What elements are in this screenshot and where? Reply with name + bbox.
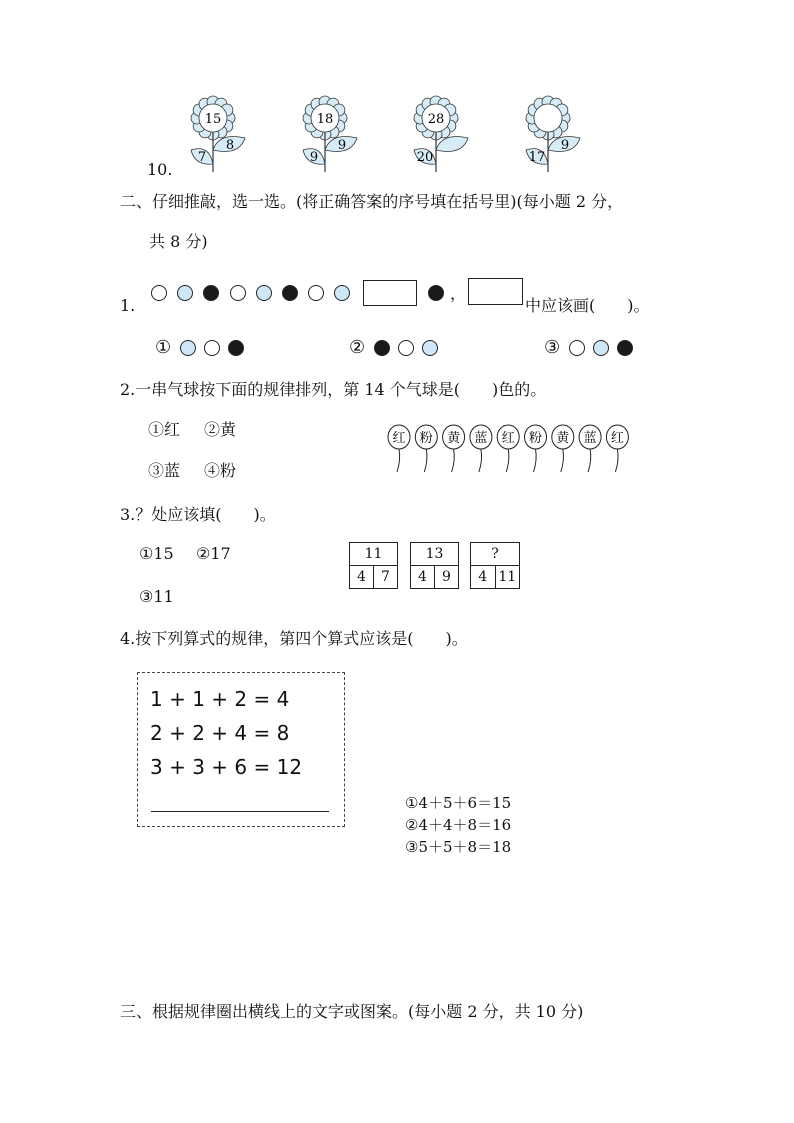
question-1-number: 1. — [120, 296, 136, 315]
black-circle — [203, 285, 219, 301]
black-circle — [617, 340, 633, 356]
white-circle — [151, 285, 167, 301]
right-leaf-number: 9 — [560, 138, 570, 153]
balloon-label: 粉 — [528, 431, 543, 446]
section-2-heading: 二、仔细推敲，选一选。(将正确答案的序号填在括号里)(每小题 2 分， — [120, 192, 624, 211]
question-number-10: 10. — [147, 160, 173, 179]
equation-1: 1 + 1 + 2 = 4 — [150, 687, 290, 711]
box-top-value: ? — [471, 543, 519, 566]
box-top-value: 13 — [411, 543, 458, 566]
box-right-value: 7 — [373, 566, 397, 588]
balloon — [497, 425, 519, 472]
option-1-label[interactable]: ① — [155, 337, 172, 358]
comma: ， — [450, 284, 467, 303]
white-circle — [569, 340, 585, 356]
flower-center-number: 15 — [204, 112, 222, 127]
balloon — [443, 425, 465, 472]
blue-circle — [177, 285, 193, 301]
balloon-label: 蓝 — [474, 431, 488, 446]
balloon-label: 红 — [392, 431, 406, 446]
box-right-value: 9 — [434, 566, 458, 588]
balloon-label: 黄 — [447, 431, 461, 446]
black-circle — [374, 340, 390, 356]
white-circle — [308, 285, 324, 301]
blue-circle — [256, 285, 272, 301]
left-leaf-number: 17 — [528, 150, 546, 165]
balloon-label: 蓝 — [583, 431, 597, 446]
blue-circle — [422, 340, 438, 356]
option-3-label[interactable]: ③ — [544, 337, 561, 358]
left-leaf-number: 7 — [197, 150, 207, 165]
question-1-tail: 中应该画( )。 — [525, 296, 650, 315]
section-3-heading: 三、根据规律圈出横线上的文字或图案。(每小题 2 分，共 10 分) — [120, 1002, 584, 1021]
box-left-value: 4 — [357, 569, 366, 585]
option-2[interactable]: ②4＋4＋8＝16 — [405, 816, 512, 834]
flower — [518, 94, 590, 174]
white-circle — [204, 340, 220, 356]
question-3-text: 3.？处应该填( )。 — [120, 505, 276, 524]
blank-box-2[interactable] — [468, 278, 523, 305]
flower-center-number: 28 — [427, 112, 445, 127]
blank-box-1[interactable] — [363, 280, 417, 306]
blue-circle — [593, 340, 609, 356]
balloon — [552, 425, 574, 472]
black-circle — [228, 340, 244, 356]
option-3[interactable]: ③蓝 — [148, 461, 181, 480]
flower — [295, 94, 367, 174]
section-2-heading-cont: 共 8 分) — [149, 232, 208, 251]
balloon-label: 黄 — [556, 431, 570, 446]
equation-3: 3 + 3 + 6 = 12 — [150, 755, 303, 779]
equation-box — [137, 672, 345, 827]
left-leaf-number: 20 — [416, 150, 434, 165]
number-box-3 — [470, 542, 520, 589]
black-circle — [428, 285, 444, 301]
balloon-label: 粉 — [419, 431, 433, 446]
question-2-text: 2.一串气球按下面的规律排列，第 14 个气球是( )色的。 — [120, 380, 547, 399]
flower — [183, 94, 255, 174]
balloons-svg — [384, 424, 644, 474]
balloon — [388, 425, 410, 472]
box-left-value: 4 — [478, 569, 488, 585]
balloon-label: 红 — [501, 431, 515, 446]
blue-circle — [180, 340, 196, 356]
balloon — [525, 425, 547, 472]
blue-circle — [334, 285, 350, 301]
white-circle — [398, 340, 414, 356]
option-1[interactable]: ①红 — [148, 420, 181, 439]
option-2[interactable]: ②黄 — [204, 420, 237, 439]
number-box-2 — [410, 542, 459, 589]
number-box-1 — [349, 542, 398, 589]
option-3[interactable]: ③11 — [139, 587, 174, 606]
option-3[interactable]: ③5＋5＋8＝18 — [405, 838, 512, 856]
option-2[interactable]: ②17 — [196, 544, 231, 563]
equation-2: 2 + 2 + 4 = 8 — [150, 721, 290, 745]
option-4[interactable]: ④粉 — [204, 461, 237, 480]
box-right-value: 11 — [495, 566, 520, 588]
answer-blank-line[interactable] — [151, 811, 329, 812]
balloon — [415, 425, 437, 472]
option-1[interactable]: ①15 — [139, 544, 174, 563]
white-circle — [230, 285, 246, 301]
flower — [406, 94, 478, 174]
right-leaf-number: 8 — [225, 138, 235, 153]
option-1[interactable]: ①4＋5＋6＝15 — [405, 794, 512, 812]
flower-center-number: 18 — [316, 112, 334, 127]
balloon — [470, 425, 492, 472]
option-2-label[interactable]: ② — [349, 337, 366, 358]
left-leaf-number: 9 — [309, 150, 319, 165]
right-leaf-number: 9 — [337, 138, 347, 153]
balloon — [606, 425, 628, 472]
box-left-value: 4 — [418, 569, 427, 585]
balloon — [579, 425, 601, 472]
question-4-text: 4.按下列算式的规律，第四个算式应该是( )。 — [120, 629, 468, 648]
black-circle — [282, 285, 298, 301]
box-top-value: 11 — [350, 543, 397, 566]
balloon-label: 红 — [610, 431, 624, 446]
